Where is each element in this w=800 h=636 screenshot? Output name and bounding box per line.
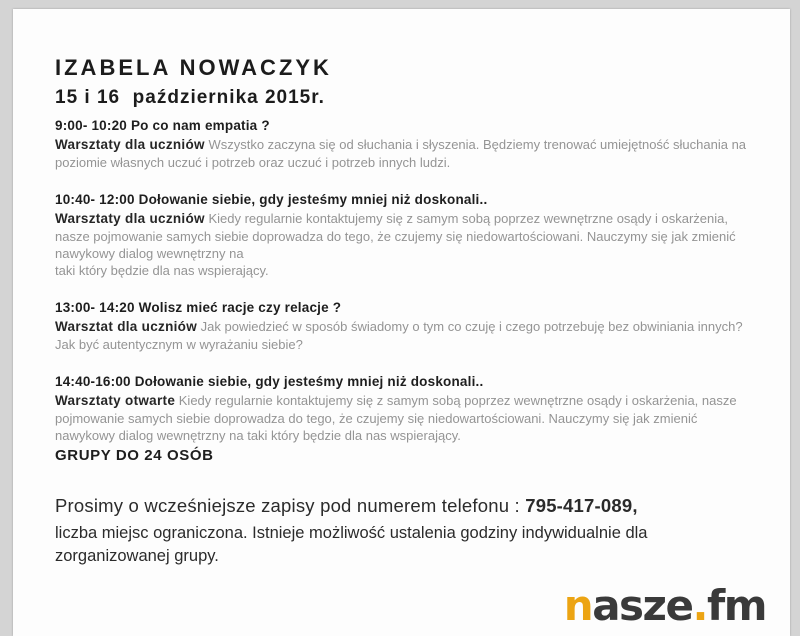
- flyer-page: [13, 9, 790, 636]
- nasze-fm-logo: [564, 581, 766, 630]
- session-description-line2: taki który będzie dla nas wspierający.: [55, 263, 269, 279]
- logo-text-fm: fm: [706, 581, 766, 630]
- contact-block: [55, 495, 735, 568]
- logo-text-asze: asze: [592, 581, 693, 630]
- phone-number: 795-417-089,: [525, 495, 638, 517]
- schedule-section-2: [55, 192, 752, 279]
- session-description-block: [55, 318, 752, 353]
- schedule-section-1: [55, 118, 752, 171]
- availability-note: liczba miejsc ograniczona. Istnieje możliwość ustalenia godziny indywidualnie dla zorganizowanej grupy.: [55, 524, 648, 566]
- logo-letter-n: n: [563, 581, 593, 630]
- session-description: Jak powiedzieć w sposób świadomy o tym co czuję i czego potrzebuję bez obwiniania innych? Jak być autentycznym w wyrażaniu siebie?: [55, 319, 743, 353]
- session-description-block: [55, 210, 752, 279]
- flyer-content: [13, 9, 790, 569]
- session-description-block: [55, 136, 752, 171]
- session-audience-label: Warsztaty otwarte: [55, 393, 176, 409]
- session-audience-label: Warsztaty dla uczniów: [55, 137, 205, 152]
- schedule-section-4: [55, 374, 752, 444]
- signup-instruction: [55, 495, 735, 517]
- session-description: Wszystko zaczyna się od słuchania i słyszenia. Będziemy trenować umiejętność słuchania na poziomie własnych uczuć i potrzeb oraz uczuć i potrzeb innych ludzi.: [55, 137, 747, 170]
- event-date: 15 i 16 października 2015r.: [55, 87, 325, 108]
- session-time-title: 10:40- 12:00 Dołowanie siebie, gdy jesteśmy mniej niż doskonali..: [55, 191, 488, 207]
- presenter-name: IZABELA NOWACZYK: [55, 55, 332, 80]
- session-description: Kiedy regularnie kontaktujemy się z samym sobą poprzez wewnętrzne osądy i oskarżenia, nasze pojmowanie samych siebie doprowadza do tego, że czujemy się niedowartościowani. Nauczymy się jak zmienić nawykowy dialog wewnętrzny na: [55, 210, 736, 261]
- group-size-note: GRUPY DO 24 OSÓB: [55, 447, 214, 465]
- schedule-section-3: [55, 300, 752, 353]
- logo-dot: .: [692, 581, 707, 630]
- session-audience-label: Warsztaty dla uczniów: [55, 210, 205, 226]
- session-audience-label: Warsztat dla uczniów: [55, 319, 198, 335]
- signup-instruction-text: Prosimy o wcześniejsze zapisy pod numerem telefonu :: [55, 495, 526, 517]
- session-time-title: 9:00- 10:20 Po co nam empatia ?: [55, 118, 270, 133]
- session-description-block: [55, 392, 752, 444]
- session-time-title: 13:00- 14:20 Wolisz mieć racje czy relacje ?: [55, 300, 342, 316]
- session-description: Kiedy regularnie kontaktujemy się z samym sobą poprzez wewnętrzne osądy i oskarżenia, nasze pojmowanie samych siebie doprowadza do tego, że czujemy się niedowartościowani. Nauczymy się jak zmienić nawykowy dialog wewnętrzny na taki który będzie dla nas wspierający.: [55, 393, 737, 444]
- session-time-title: 14:40-16:00 Dołowanie siebie, gdy jesteśmy mniej niż doskonali..: [55, 374, 484, 390]
